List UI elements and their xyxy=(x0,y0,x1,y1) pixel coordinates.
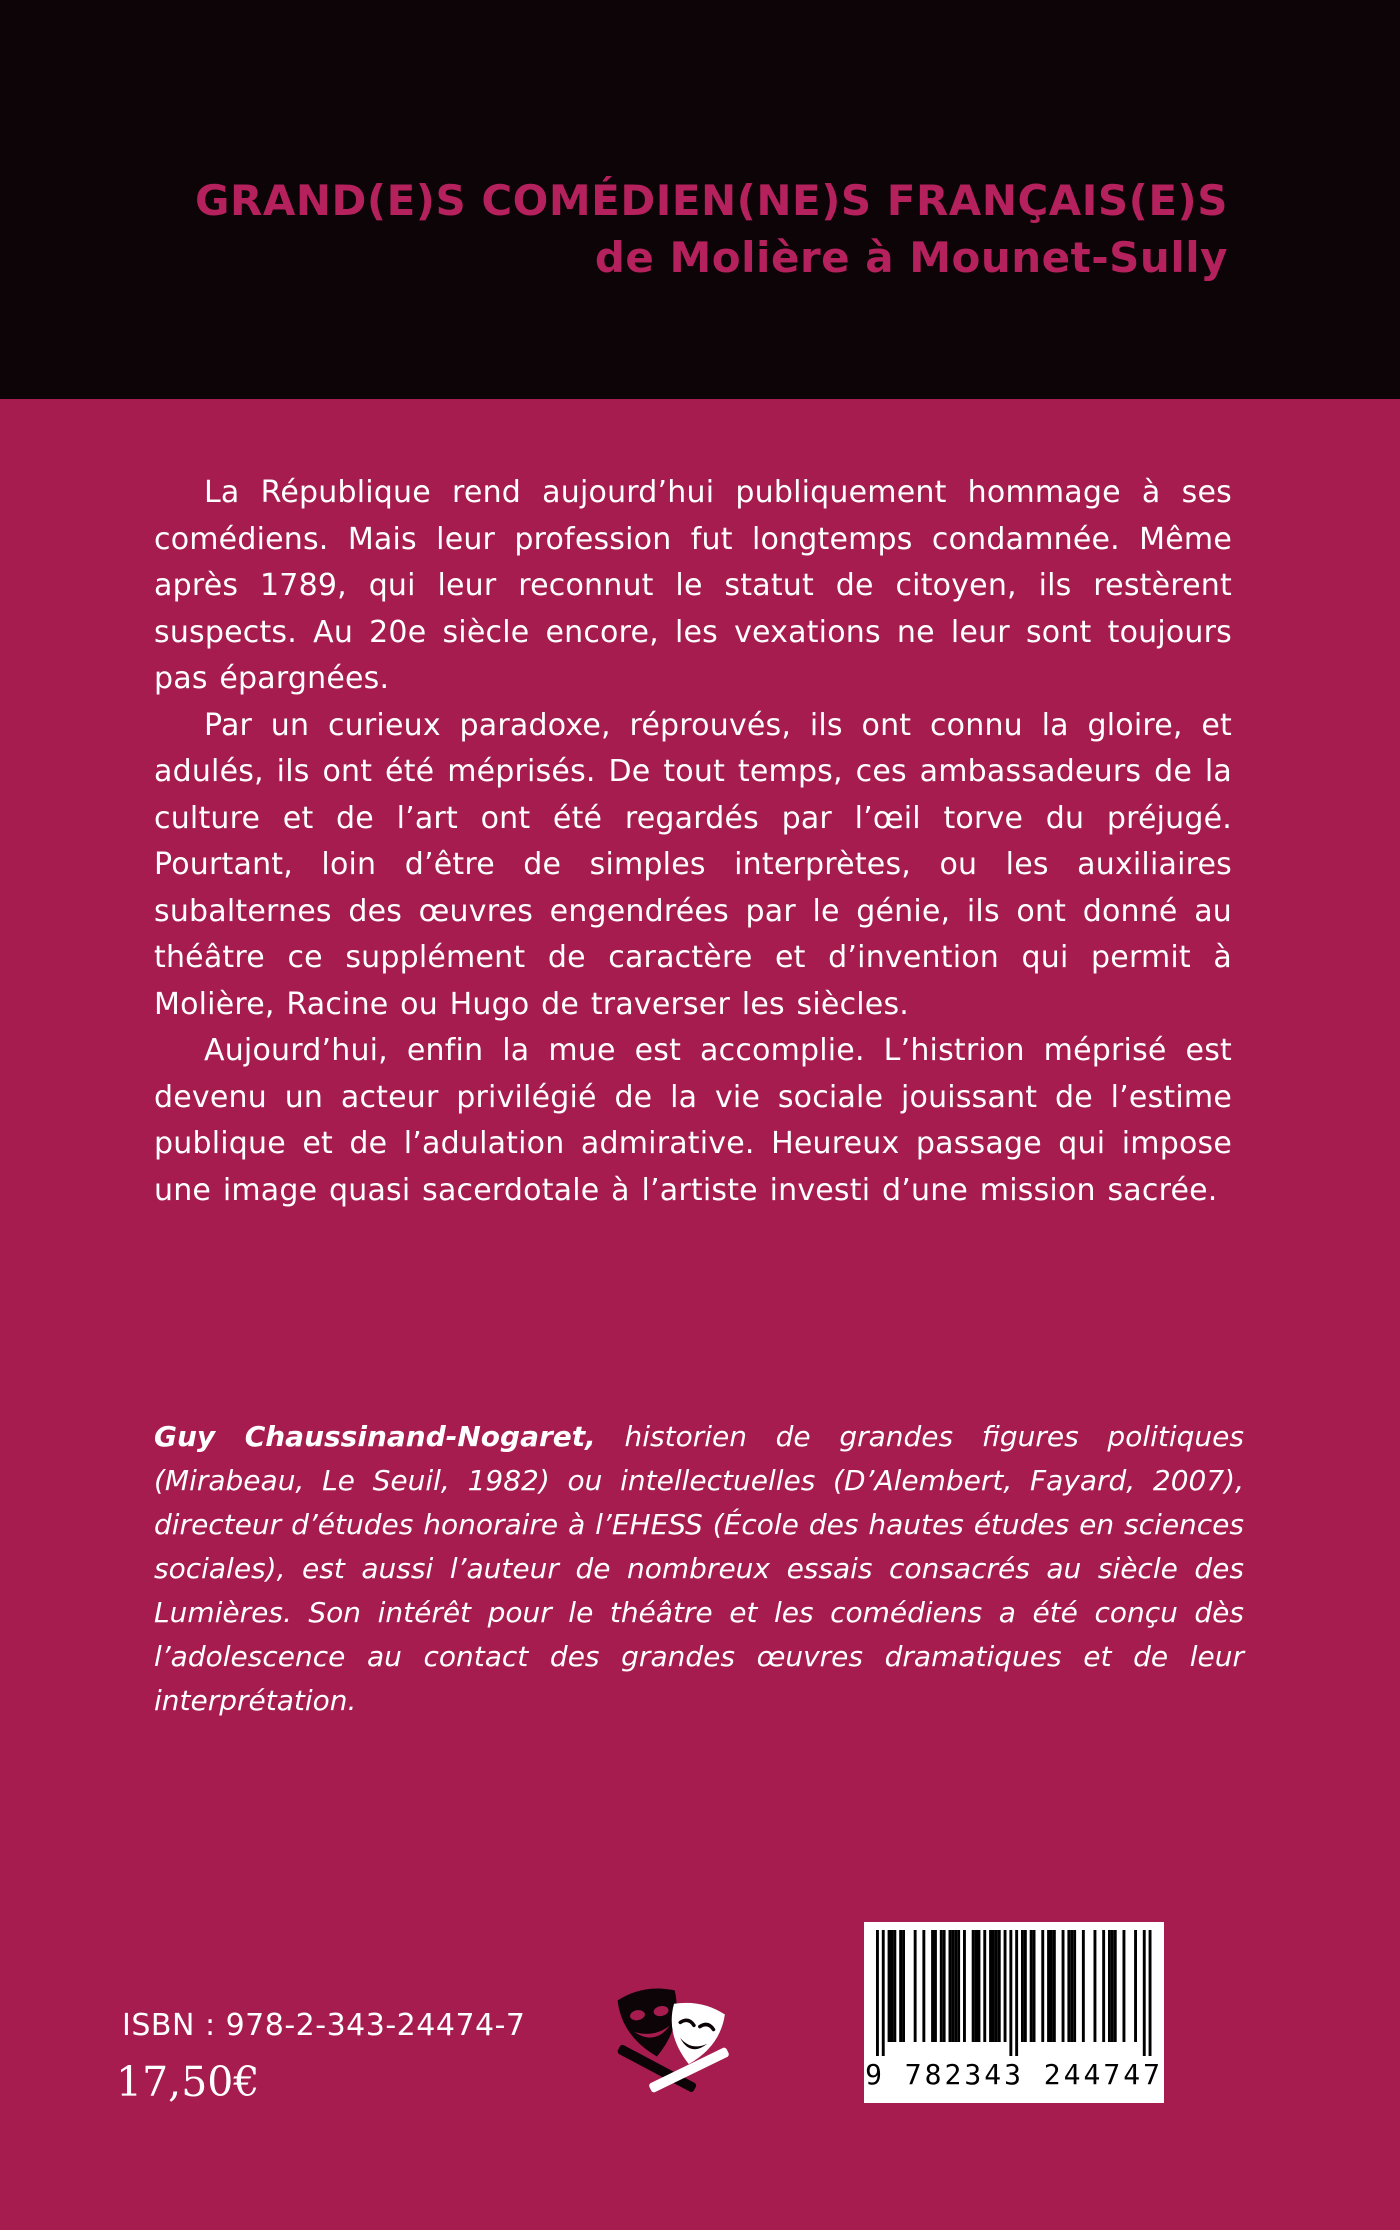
book-title-line2: de Molière à Mounet-Sully xyxy=(594,233,1228,282)
author-name: Guy Chaussinand-Nogaret, xyxy=(154,1420,596,1453)
barcode-bars-icon xyxy=(876,1930,1152,2056)
body-paragraph: Par un curieux paradoxe, réprouvés, ils ont connu la gloire, et adulés, ils ont été méprisés. De tout temps, ces ambassadeurs de la culture et de l’art ont été regardés par l’œil torve du préjugé. Pourtant, loin d’être de simples interprètes, ou les auxiliaires subalternes des œuvres engendrées par le génie, ils ont donné au théâtre ce supplément de caractère et d’invention qui permit à Molière, Racine ou Hugo de traverser les siècles. xyxy=(154,707,1232,1022)
theater-masks-icon xyxy=(596,1975,746,2115)
body-paragraph: Aujourd’hui, enfin la mue est accomplie. L’histrion méprisé est devenu un acteur privilégié de la vie sociale jouissant de l’estime publique et de l’adulation admirative. Heureux passage qui impose une image quasi sacerdotale à l’artiste investi d’une mission sacrée. xyxy=(154,1033,1232,1208)
author-bio-text: historien de grandes figures politiques (Mirabeau, Le Seuil, 1982) ou intellectuelles (D’Alembert, Fayard, 2007), directeur d’études honoraire à l’EHESS (École des hautes études en sciences sociales), est aussi l’auteur de nombreux essais consacrés au siècle des Lumières. Son intérêt pour le théâtre et les comédiens a été conçu dès l’adolescence au contact des grandes œuvres dramatiques et de leur interprétation. xyxy=(154,1420,1244,1717)
book-title xyxy=(195,172,1228,286)
body-paragraph: La République rend aujourd’hui publiquement hommage à ses comédiens. Mais leur profession fut longtemps condamnée. Même après 1789, qui leur reconnut le statut de citoyen, ils restèrent suspects. Au 20e siècle encore, les vexations ne leur sont toujours pas épargnées. xyxy=(154,475,1232,696)
author-bio-paragraph xyxy=(154,1415,1244,1723)
price-label: 17,50€ xyxy=(116,2058,260,2106)
title-band xyxy=(0,0,1400,399)
barcode xyxy=(864,1922,1164,2103)
book-title-line1: GRAND(E)S COMÉDIEN(NE)S FRANÇAIS(E)S xyxy=(195,176,1228,225)
blurb-text xyxy=(154,470,1232,1214)
isbn-label: ISBN : 978-2-343-24474-7 xyxy=(122,2008,526,2043)
barcode-digits: 9 782343 244747 xyxy=(865,2058,1163,2091)
author-bio xyxy=(154,1415,1244,1723)
